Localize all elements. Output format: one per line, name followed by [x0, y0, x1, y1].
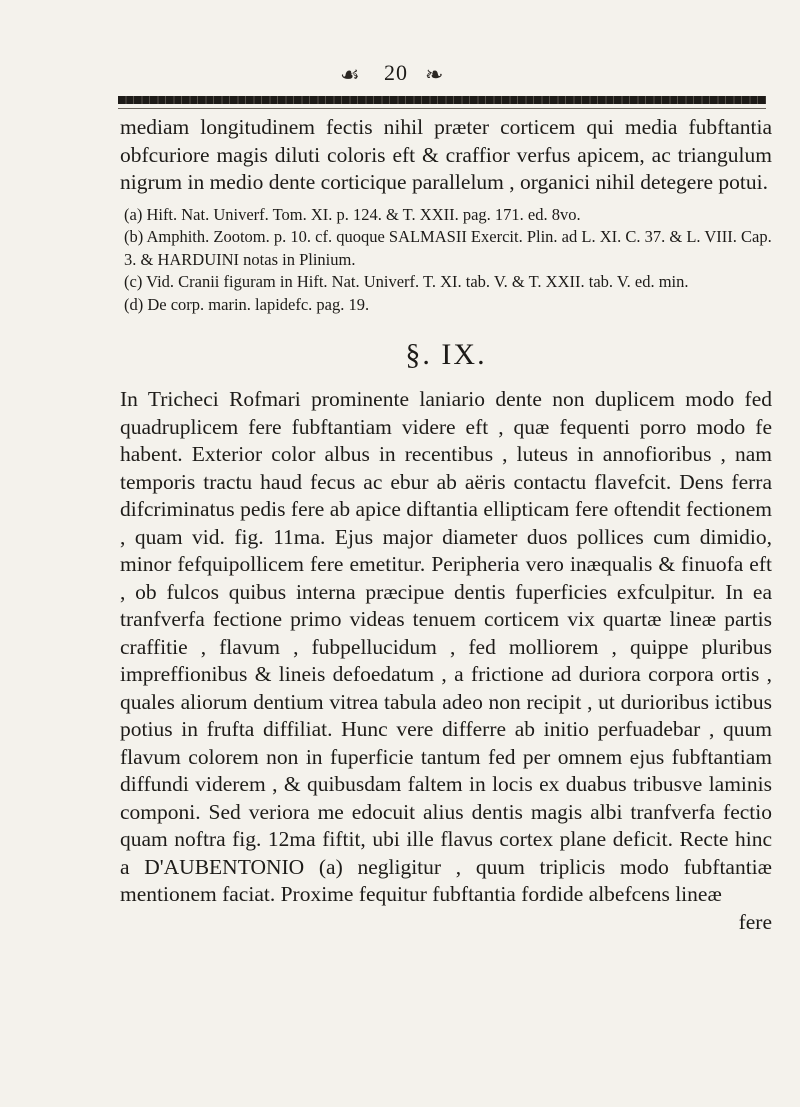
opening-paragraph: mediam longitudinem fectis nihil præter corticem qui media fubftantia obfcuriore magis diluti coloris eft & craffior verfus apicem, ac triangulum nigrum in medio dente corticique parallelum , organici nihil detegere potui. [120, 115, 772, 194]
right-fleuron-icon: ❧ [425, 62, 444, 87]
catchword: fere [738, 909, 772, 934]
left-fleuron-icon: ☙ [340, 62, 360, 87]
page-header [0, 60, 800, 90]
footnote-d: (d) De corp. marin. lapidefc. pag. 19. [124, 294, 370, 314]
decorative-rule [118, 96, 766, 104]
footnote-a: (a) Hift. Nat. Univerf. Tom. XI. p. 124. & T. XXII. pag. 171. ed. 8vo. [124, 204, 581, 224]
page-number: 20 [384, 60, 408, 85]
body-paragraph: In Tricheci Rofmari prominente laniario dente non duplicem modo fed quadruplicem fere fubftantiam videre eft , quæ fequenti porro modo fe habent. Exterior color albus in recentibus , luteus in annofioribus , nam temporis tractu haud fecus ac ebur ab aëris contactu flavefcit. Dens ferra difcriminatus pedis fere ab apice diftantia ellipticam fere oftendit fectionem , quam vid. fig. 11ma. Ejus major diameter duos pollices cum dimidio, minor fefquipollicem fere emetitur. Peripheria vero inæqualis & finuofa eft , ob fulcos quibus interna præcipue dentis fuperficies exfculpitur. In ea tranfverfa fectione primo videas tenuem corticem vix quartæ lineæ partis craffitie , flavum , fubpellucidum , fed molliorem , quippe pluribus impreffionibus & lineis defoedatum , a frictione ad duriora corpora ortis , quales aliorum dentium vitrea tabula adeo non recipit , ut durioribus ictibus potius in frufta diffiliat. Hunc vere differre ab initio perfuadebar , quum flavum colorem non in fuperficie tantum fed per omnem ejus fubftantiam diffundi viderem , & quibusdam faltem in locis ex duabus tribusve laminis componi. Sed veriora me edocuit alius dentis magis albi tranfverfa fectio quam noftra fig. 12ma fiftit, ubi ille flavus cortex plane deficit. Recte hinc a D'AUBENTONIO (a) negligitur , quum triplicis modo fubftantiæ mentionem faciat. Proxime fequitur fubftantia fordide albefcens lineæ [120, 387, 772, 906]
footnote-c: (c) Vid. Cranii figuram in Hift. Nat. Univerf. T. XI. tab. V. & T. XXII. tab. V. ed. min. [124, 272, 689, 291]
footnote-b: (b) Amphith. Zootom. p. 10. cf. quoque SALMASII Exercit. Plin. ad L. XI. C. 37. & L. VIII. Cap. 3. & HARDUINI notas in Plinium. [124, 227, 772, 269]
section-heading: §. IX. [405, 338, 487, 371]
footnotes [120, 204, 772, 317]
text-block [120, 114, 772, 934]
thin-rule [118, 108, 766, 109]
